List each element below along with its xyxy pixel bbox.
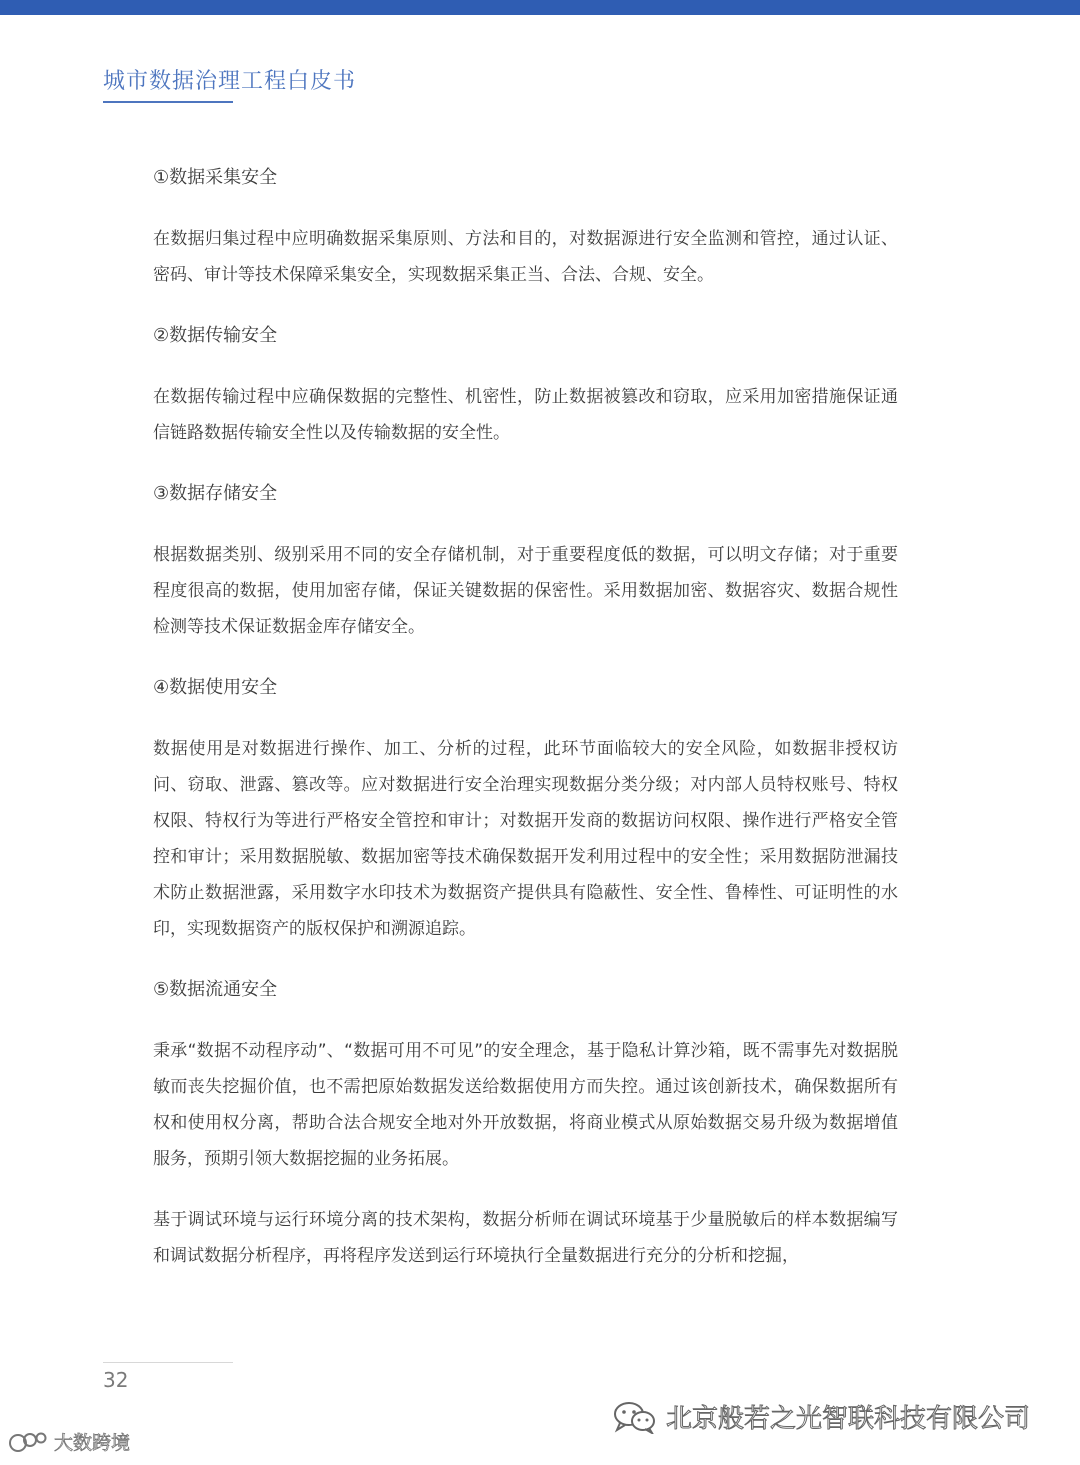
- section-paragraph-circulation-2: 基于调试环境与运行环境分离的技术架构，数据分析师在调试环境基于少量脱敏后的样本数据编写和调试数据分析程序，再将程序发送到运行环境执行全量数据进行充分的分析和挖掘，: [153, 1210, 898, 1266]
- section-heading-collection: ①数据采集安全: [153, 167, 278, 188]
- section-paragraph-circulation-1: 秉承“数据不动程序动”、“数据可用不可见”的安全理念，基于隐私计算沙箱，既不需事先对数据脱敏而丧失挖掘价值，也不需把原始数据发送给数据使用方而失控。通过该创新技术，确保数据所有权和使用权分离，帮助合法合规安全地对外开放数据，将商业模式从原始数据交易升级为数据增值服务，预期引领大数据挖掘的业务拓展。: [153, 1041, 898, 1169]
- company-watermark: [612, 1398, 1030, 1435]
- section-heading-usage: ④数据使用安全: [153, 677, 278, 698]
- top-accent-bar: [0, 0, 1080, 15]
- page-number: 32: [103, 1368, 129, 1392]
- source-logo: [8, 1428, 130, 1455]
- wechat-icon: [612, 1400, 658, 1434]
- logo-text: 大数跨境: [54, 1432, 131, 1454]
- section-heading-circulation: ⑤数据流通安全: [153, 979, 278, 1000]
- section-heading-transmission: ②数据传输安全: [153, 325, 278, 346]
- section-paragraph-transmission: 在数据传输过程中应确保数据的完整性、机密性，防止数据被篡改和窃取，应采用加密措施保证通信链路数据传输安全性以及传输数据的安全性。: [153, 387, 898, 443]
- footer-rule: [103, 1362, 233, 1363]
- title-underline: [103, 101, 233, 103]
- page-content: [153, 160, 898, 1299]
- section-paragraph-usage: 数据使用是对数据进行操作、加工、分析的过程，此环节面临较大的安全风险，如数据非授权访问、窃取、泄露、篡改等。应对数据进行安全治理实现数据分类分级；对内部人员特权账号、特权权限、特权行为等进行严格安全管控和审计；对数据开发商的数据访问权限、操作进行严格安全管控和审计；采用数据脱敏、数据加密等技术确保数据开发利用过程中的安全性；采用数据防泄漏技术防止数据泄露，采用数字水印技术为数据资产提供具有隐蔽性、安全性、鲁棒性、可证明性的水印，实现数据资产的版权保护和溯源追踪。: [153, 739, 898, 939]
- watermark-text: 北京般若之光智联科技有限公司: [666, 1404, 1031, 1434]
- section-paragraph-storage: 根据数据类别、级别采用不同的安全存储机制，对于重要程度低的数据，可以明文存储；对于重要程度很高的数据，使用加密存储，保证关键数据的保密性。采用数据加密、数据容灾、数据合规性检测等技术保证数据金库存储安全。: [153, 545, 898, 637]
- section-heading-storage: ③数据存储安全: [153, 483, 278, 504]
- document-title: 城市数据治理工程白皮书: [103, 69, 357, 94]
- data-logo-icon: [8, 1429, 50, 1455]
- section-paragraph-collection: 在数据归集过程中应明确数据采集原则、方法和目的，对数据源进行安全监测和管控，通过认证、密码、审计等技术保障采集安全，实现数据采集正当、合法、合规、安全。: [153, 229, 898, 285]
